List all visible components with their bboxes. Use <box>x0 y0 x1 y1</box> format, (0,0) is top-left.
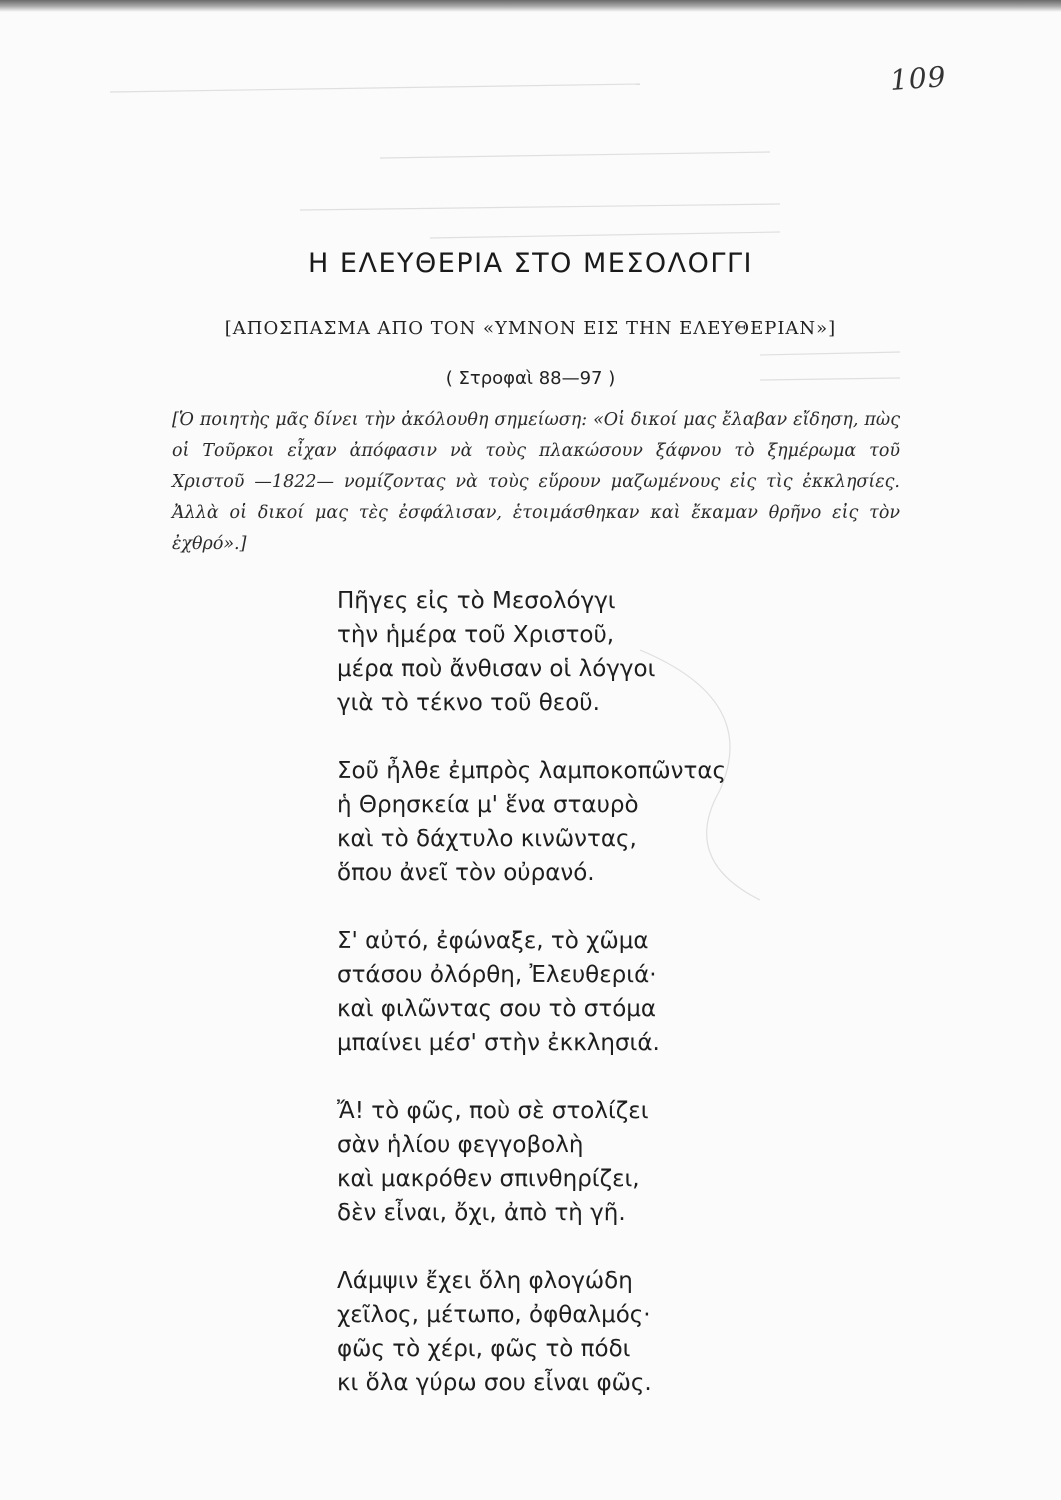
page-number: 109 <box>888 60 948 97</box>
poem-line: καὶ φιλῶντας σου τὸ στόμα <box>337 996 657 1022</box>
author-note: [Ὁ ποιητὴς μᾶς δίνει τὴν ἀκόλουθη σημείωση: «Οἱ δικοί μας ἔλαβαν εἴδηση, πὼς οἱ Τοῦρκοι εἶχαν ἀπόφασιν νὰ τοὺς πλακώσουν ξάφνου τὸ ξημέρωμα τοῦ Χριστοῦ —1822— νομίζοντας νὰ τοὺς εὕρουν μαζωμένους εἰς τὶς ἐκκλησίες. Ἀλλὰ οἱ δικοί μας τὲς ἐσφάλισαν, ἑτοιμάσθηκαν καὶ ἔκαμαν θρῆνο εἰς τὸν ἐχθρό».] <box>172 410 900 554</box>
poem-line: στάσου ὀλόρθη, Ἐλευθεριά· <box>337 962 657 988</box>
scan-top-edge <box>0 0 1061 12</box>
poem-line: Ἄ! τὸ φῶς, ποὺ σὲ στολίζει <box>337 1098 649 1124</box>
poem-line: Σοῦ ἦλθε ἐμπρὸς λαμποκοπῶντας <box>337 758 727 784</box>
poem-line: τὴν ἡμέρα τοῦ Χριστοῦ, <box>337 622 615 648</box>
poem-line: καὶ τὸ δάχτυλο κινῶντας, <box>337 826 637 852</box>
poem-line: μπαίνει μέσ' στὴν ἐκκλησιά. <box>337 1030 660 1056</box>
subtitle: [ΑΠΟΣΠΑΣΜΑ ΑΠΟ ΤΟΝ «ΥΜΝΟΝ ΕΙΣ ΤΗΝ ΕΛΕΥΘΕΡΙΑΝ»] <box>224 318 837 339</box>
stanza-4 <box>337 1094 897 1230</box>
poem-line: σὰν ἡλίου φεγγοβολὴ <box>337 1132 584 1158</box>
poem-line: χεῖλος, μέτωπο, ὀφθαλμός· <box>337 1302 651 1328</box>
stanza-3 <box>337 924 897 1060</box>
stanza-2 <box>337 754 897 890</box>
poem-line: ὅπου ἀνεῖ τὸν οὐρανό. <box>337 860 595 886</box>
poem-line: Λάμψιν ἔχει ὅλη φλογώδη <box>337 1268 633 1294</box>
poem-line: μέρα ποὺ ἄνθισαν οἱ λόγγοι <box>337 656 656 682</box>
stanzas-range: ( Στροφαὶ 88—97 ) <box>445 368 616 389</box>
poem-line: ἡ Θρησκεία μ' ἕνα σταυρὸ <box>337 792 639 818</box>
page-title: Η ΕΛΕΥΘΕΡΙΑ ΣΤΟ ΜΕΣΟΛΟΓΓΙ <box>308 248 753 279</box>
poem <box>337 584 897 1434</box>
stanza-5 <box>337 1264 897 1400</box>
stanza-1 <box>337 584 897 720</box>
poem-line: δὲν εἶναι, ὄχι, ἀπὸ τὴ γῆ. <box>337 1200 626 1226</box>
poem-line: φῶς τὸ χέρι, φῶς τὸ πόδι <box>337 1336 631 1362</box>
poem-line: κι ὅλα γύρω σου εἶναι φῶς. <box>337 1370 652 1396</box>
poem-line: Πῆγες εἰς τὸ Μεσολόγγι <box>337 588 616 614</box>
poem-line: γιὰ τὸ τέκνο τοῦ θεοῦ. <box>337 690 600 716</box>
poem-line: καὶ μακρόθεν σπινθηρίζει, <box>337 1166 640 1192</box>
poem-line: Σ' αὐτό, ἐφώναξε, τὸ χῶμα <box>337 928 649 954</box>
